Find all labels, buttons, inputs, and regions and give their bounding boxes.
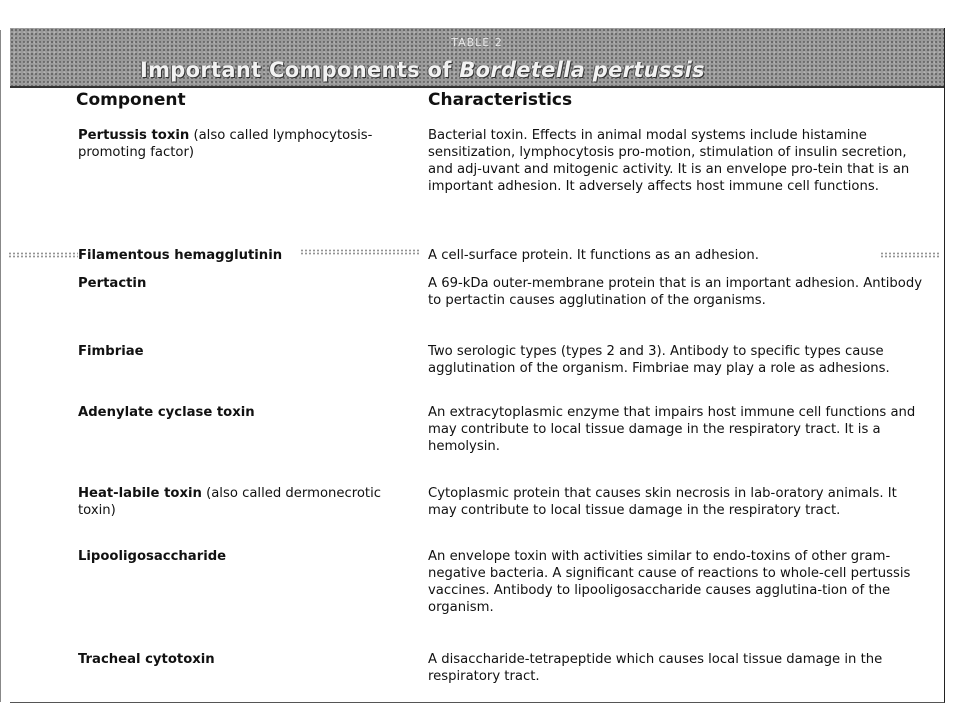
characteristics-cell: An extracytoplasmic enzyme that impairs host immune cell functions and may contribute to local tissue damage in the respiratory tract. It is a hemolysin.	[428, 405, 916, 454]
characteristics-cell: A cell-surface protein. It functions as an adhesion.	[428, 248, 759, 263]
page-left-edge	[0, 30, 7, 702]
component-cell	[78, 651, 398, 668]
component-cell	[78, 247, 398, 264]
characteristics-cell: Bacterial toxin. Effects in animal modal systems include histamine sensitization, lymphocytosis pro-motion, stimulation of insulin secretion, and adj-uvant and mitogenic activity. It is an envelope pro-tein that is an important adhesion. It adversely affects host immune cell functions.	[428, 128, 910, 194]
banner-rule	[10, 86, 944, 88]
component-cell	[78, 485, 398, 519]
header-characteristics: Characteristics	[428, 90, 573, 110]
component-name: Heat-labile toxin	[78, 486, 202, 501]
component-name: Lipooligosaccharide	[78, 549, 227, 564]
component-cell	[78, 127, 398, 161]
component-cell	[78, 343, 398, 360]
component-note: (also called lymphocytosis-promoting factor)	[78, 128, 373, 160]
component-cell	[78, 404, 398, 421]
characteristics-cell: An envelope toxin with activities similar to endo-toxins of other gram-negative bacteria. A significant cause of reactions to whole-cell pertussis vaccines. Antibody to lipooligosaccharide causes agglutina-tion of the organism.	[428, 549, 911, 615]
table-title-prefix: Important Components of	[140, 58, 460, 82]
characteristics-cell: A disaccharide-tetrapeptide which causes local tissue damage in the respiratory tract.	[428, 652, 883, 684]
header-component: Component	[76, 90, 186, 110]
component-name: Fimbriae	[78, 344, 144, 359]
table-title-organism: Bordetella pertussis	[459, 58, 705, 82]
component-name: Tracheal cytotoxin	[78, 652, 215, 667]
scan-noise	[8, 252, 78, 258]
component-name: Filamentous hemagglutinin	[78, 248, 283, 263]
table-label: TABLE 2	[451, 36, 503, 49]
characteristics-cell: Cytoplasmic protein that causes skin necrosis in lab-oratory animals. It may contribute to local tissue damage in the respiratory tract.	[428, 486, 897, 518]
component-name: Adenylate cyclase toxin	[78, 405, 255, 420]
component-name: Pertussis toxin	[78, 128, 190, 143]
table-banner	[10, 28, 944, 86]
characteristics-cell: A 69-kDa outer-membrane protein that is an important adhesion. Antibody to pertactin causes agglutination of the organisms.	[428, 276, 923, 308]
component-cell	[78, 275, 398, 292]
characteristics-cell: Two serologic types (types 2 and 3). Antibody to specific types cause agglutination of the organism. Fimbriae may play a role as adhesions.	[428, 344, 890, 376]
component-cell	[78, 548, 398, 565]
component-name: Pertactin	[78, 276, 147, 291]
table-title	[140, 58, 705, 82]
component-note: (also called dermonecrotic toxin)	[78, 486, 382, 518]
